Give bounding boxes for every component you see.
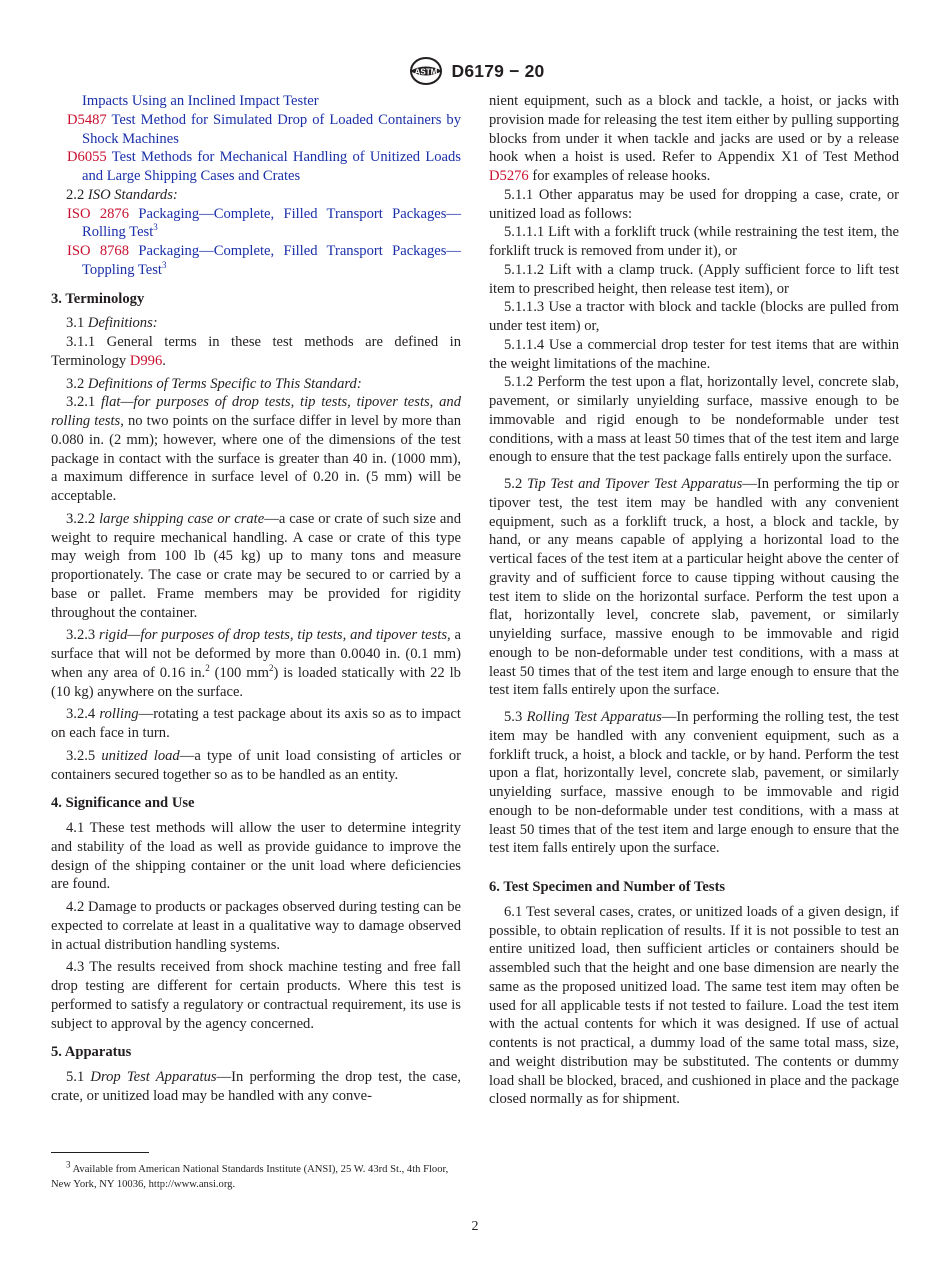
para-4-1: 4.1 These test methods will allow the user to determine integrity and stability of the load as well as provide guidance to improve the design of the shipping container or the unit load where deficiencies are found.	[51, 820, 461, 893]
para-5-1-1-4: 5.1.1.4 Use a commercial drop tester for test items that are within the weight limitations of the machine.	[489, 336, 899, 372]
section-6-heading: 6. Test Specimen and Number of Tests	[489, 879, 726, 895]
reference-d6055: D6055 Test Methods for Mechanical Handling of Unitized Loads and Large Shipping Cases and Crates	[67, 149, 461, 184]
para-5-1: 5.1 Drop Test Apparatus—In performing the drop test, the case, crate, or unitized load may be handled with any conve-	[51, 1069, 462, 1104]
para-3-2-1: 3.2.1 flat—for purposes of drop tests, tip tests, tipover tests, and rolling tests, no two points on the surface differ in level by more than 0.080 in. (2 mm); however, where one of the dimensions of the test package in contact with the surface is greater than 40 in. (1000 mm), a maximum difference in surface level of 0.20 in. (5 mm) will be acceptable.	[51, 394, 461, 504]
link-d5487[interactable]: D5487	[67, 111, 107, 128]
para-3-1: 3.1 Definitions:	[66, 315, 158, 332]
document-number: D6179 − 20	[451, 60, 545, 81]
iso-standards-heading: 2.2 ISO Standards:	[66, 186, 178, 203]
para-3-2-3: 3.2.3 rigid—for purposes of drop tests, tip tests, and tipover tests, a surface that will not be deformed by more than 0.0040 in. (0.1 mm) when any area of 0.16 in.$^2$ (100 $mm^2$) is loaded statically with 22 lb (10 kg) anywhere on the surface.	[51, 627, 461, 700]
reference-iso-2876: ISO 2876 Packaging—Complete, Filled Transport Packages—Rolling Test$^3$	[67, 205, 461, 241]
right-column	[489, 92, 899, 1109]
para-5-1-1-3: 5.1.1.3 Use a tractor with block and tackle (blocks are pulled from under test item) or,	[489, 299, 899, 334]
para-5-1-1: 5.1.1 Other apparatus may be used for dropping a case, crate, or unitized load as follows:	[489, 186, 899, 222]
para-3-2: 3.2 Definitions of Terms Specific to This Standard:	[66, 375, 362, 392]
left-column	[51, 92, 461, 1106]
svg-text:ASTM: ASTM	[414, 67, 437, 77]
section-3-heading: 3. Terminology	[51, 290, 145, 307]
para-5-2: 5.2 Tip Test and Tipover Test Apparatus—In performing the tip or tipover test, the test item may be handled with any convenient equipment, such as a forklift truck, a host, a block and tackle, by hand, or any means capable of applying a horizontal load to the vertical faces of the test item at a particular height above the center of gravity and of sufficient force to cause tipping without causing the test item to slide on the horizontal surface. Perform the test upon a flat, horizontally level, concrete slab, pavement, or similarly unyielding surface, massive enough to be immovable and rigid enough to be non-deformable under test conditions, with a mass at least 50 times that of the test item and large enough to ensure that the test item falls entirely upon the surface.	[489, 476, 899, 699]
para-4-2: 4.2 Damage to products or packages observed during testing can be expected to correlate at least in a qualitative way to damage observed in actual distribution handling systems.	[51, 899, 461, 953]
page-number: 2	[471, 1219, 479, 1234]
para-3-2-4: 3.2.4 rolling—rotating a test package about its axis so as to impact on each face in turn.	[51, 706, 461, 741]
para-6-1: 6.1 Test several cases, crates, or unitized loads of a given design, if possible, to obtain replication of results. If it is not possible to test an entire unitized load, then sufficient articles or containers should be assembled such that the height and one base dimension are nearly the same as the proposed unitized load. The same test item may often be used for all applicable tests if not tested to failure. Load the test item with the actual contents for which it was designed. If use of actual contents is not practical, a dummy load of the same total mass, size, and weight distribution may be substituted. The contents or dummy load shall be blocked, braced, and cushioned in place and the package closed normally as for shipment.	[489, 903, 899, 1108]
link-d996[interactable]: D996	[129, 352, 163, 369]
link-d5276[interactable]: D5276	[489, 168, 529, 184]
section-4-heading: 4. Significance and Use	[51, 795, 195, 812]
link-iso-2876[interactable]: ISO 2876	[67, 205, 130, 222]
para-3-1-1: 3.1.1 General terms in these test methods are defined in Terminology D996.	[51, 334, 461, 369]
link-d6055[interactable]: D6055	[67, 149, 107, 166]
para-5-1-2: 5.1.2 Perform the test upon a flat, horizontally level, concrete slab, pavement, or similarly unyielding surface, massive enough to be immovable and rigid enough to be nondeformable under test conditions, with a mass at least 50 times that of the test item and large enough to ensure that the test package falls entirely upon the surface.	[489, 374, 899, 466]
footnote-divider	[51, 1152, 149, 1153]
para-5-3: 5.3 Rolling Test Apparatus—In performing the rolling test, the test item may be handled with any convenient equipment, such as a forklift truck, a hoist, a block and tackle, or by hand. Perform the test upon a flat, horizontally level, concrete slab, pavement, or similarly unyielding surface, massive enough to be immovable and rigid enough to be non-deformable under test conditions, with a mass at least 50 times that of the test item and large enough to ensure that the test item falls entirely upon the surface.	[489, 709, 899, 857]
para-5-1-continued: nient equipment, such as a block and tackle, a hoist, or jacks with provision made for releasing the test item either by pulling supporting blocks from under it when tackle and jacks are used or by a release hook when a hoist is used. Refer to Appendix X1 of Test Method D5276 for examples of release hooks.	[489, 93, 899, 184]
para-5-1-1-2: 5.1.1.2 Lift with a clamp truck. (Apply sufficient force to lift test item to prescribed height, then release test item), or	[489, 261, 899, 297]
para-3-2-2: 3.2.2 large shipping case or crate—a case or crate of such size and weight to require mechanical handling. A case or crate of this type may weigh from 100 lb (45 kg) up to many tons and measure proportionately. The case or crate may be secured to or carried by a base or pallet. Frame members may be provided for rigidity throughout the container.	[51, 510, 461, 621]
reference-continuation: Impacts Using an Inclined Impact Tester	[82, 93, 319, 109]
link-iso-8768[interactable]: ISO 8768	[67, 243, 130, 259]
page-header	[0, 56, 950, 86]
footnote-3: $^3$ Available from American National Standards Institute (ANSI), 25 W. 43rd St., 4th Floor, New York, NY 10036, http://www.ansi.org.	[51, 1159, 449, 1190]
reference-d5487: D5487 Test Method for Simulated Drop of Loaded Containers by Shock Machines	[67, 111, 461, 147]
para-5-1-1-1: 5.1.1.1 Lift with a forklift truck (while restraining the test item, the forklift truck is removed from under it), or	[489, 224, 899, 259]
reference-iso-8768: ISO 8768 Packaging—Complete, Filled Transport Packages—Toppling Test$^3$	[67, 243, 461, 278]
astm-logo-icon	[406, 56, 446, 86]
section-5-heading: 5. Apparatus	[51, 1044, 132, 1061]
para-3-2-5: 3.2.5 unitized load—a type of unit load consisting of articles or containers secured together so as to be handled as an entity.	[51, 747, 461, 783]
para-4-3: 4.3 The results received from shock machine testing and free fall drop testing are different for certain products. Where this test is performed to satisfy a regulatory or contractual requirement, its use is subject to approval by the agency concerned.	[51, 959, 461, 1032]
